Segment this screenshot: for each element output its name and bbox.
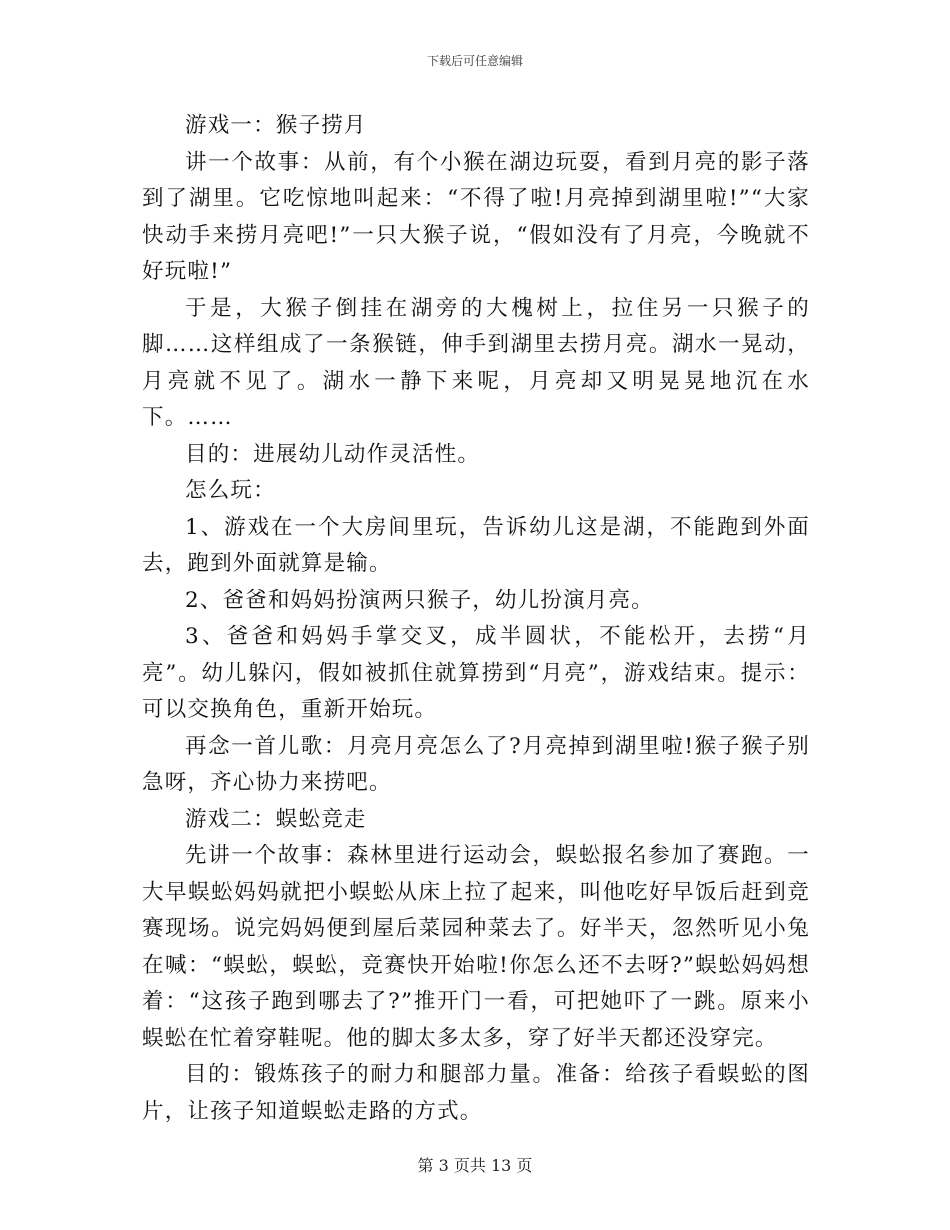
nursery-rhyme-paragraph: 再念一首儿歌：月亮月亮怎么了?月亮掉到湖里啦!猴子猴子别急呀，齐心协力来捞吧。 [142,733,810,795]
document-body [142,108,810,1130]
page-header: 下载后可任意编辑 [426,54,523,68]
how-to-play-heading: 怎么玩： [185,478,276,503]
purpose-paragraph-2: 目的：锻炼孩子的耐力和腿部力量。准备：给孩子看蜈蚣的图片，让孩子知道蜈蚣走路的方式。 [142,1062,810,1124]
rule-item-3: 3、爸爸和妈妈手掌交叉，成半圆状，不能松开，去捞“月亮”。幼儿躲闪，假如被抓住就算捞到“月亮”，游戏结束。提示：可以交换角色，重新开始玩。 [142,624,810,722]
page-footer: 第 3 页共 13 页 [417,1156,533,1175]
story-paragraph-3: 先讲一个故事：森林里进行运动会，蜈蚣报名参加了赛跑。一大早蜈蚣妈妈就把小蜈蚣从床上拉了起来，叫他吃好早饭后赶到竞赛现场。说完妈妈便到屋后菜园种菜去了。好半天，忽然听见小兔在喊：“蜈蚣，蜈蚣，竞赛快开始啦!你怎么还不去呀?”蜈蚣妈妈想着：“这孩子跑到哪去了?”推开门一看，可把她吓了一跳。原来小蜈蚣在忙着穿鞋呢。他的脚太多太多，穿了好半天都还没穿完。 [142,843,810,1051]
rule-item-1: 1、游戏在一个大房间里玩，告诉幼儿这是湖，不能跑到外面去，跑到外面就算是输。 [142,514,810,576]
purpose-paragraph-1: 目的：进展幼儿动作灵活性。 [185,441,481,467]
rule-item-2: 2、爸爸和妈妈扮演两只猴子，幼儿扮演月亮。 [185,587,654,613]
story-paragraph-2: 于是，大猴子倒挂在湖旁的大槐树上，拉住另一只猴子的脚……这样组成了一条猴链，伸手到湖里去捞月亮。湖水一晃动，月亮就不见了。湖水一静下来呢，月亮却又明晃晃地沉在水下。…… [142,295,810,430]
section-title-game-2: 游戏二：蜈蚣竞走 [185,806,367,832]
story-paragraph-1: 讲一个故事：从前，有个小猴在湖边玩耍，看到月亮的影子落到了湖里。它吃惊地叫起来：“不得了啦!月亮掉到湖里啦!”“大家快动手来捞月亮吧!”一只大猴子说，“假如没有了月亮，今晚就不好玩啦!” [142,149,810,284]
section-title-game-1: 游戏一：猴子捞月 [185,113,367,138]
